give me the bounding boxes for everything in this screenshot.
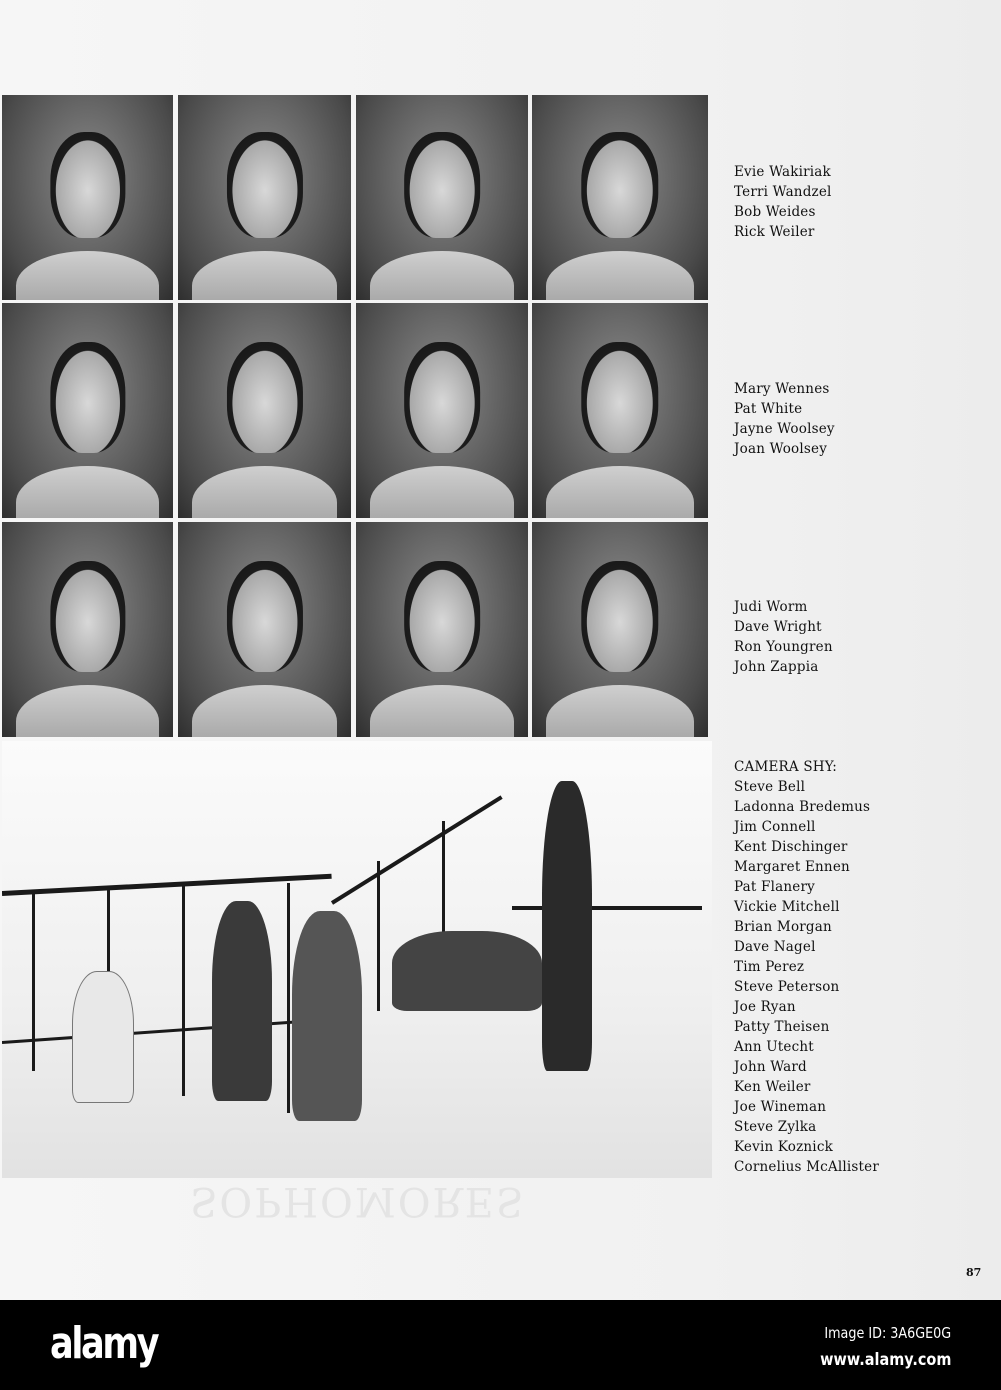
student-name: Rick Weiler: [734, 224, 815, 240]
student-portrait: [2, 95, 173, 300]
portrait-row-names: [734, 379, 835, 459]
student-name: Dave Wright: [734, 619, 822, 635]
stairwell-photo: [2, 741, 712, 1178]
student-portrait: [356, 95, 528, 300]
student-name: Ladonna Bredemus: [734, 799, 871, 815]
student-name: Ann Utecht: [734, 1039, 814, 1055]
camera-shy-list: [734, 757, 879, 1177]
student-portrait: [2, 303, 173, 518]
student-name: Joe Wineman: [734, 1099, 827, 1115]
image-id: Image ID: 3A6GE0G: [824, 1324, 951, 1342]
student-name: Mary Wennes: [734, 381, 830, 397]
student-name: Steve Zylka: [734, 1119, 817, 1135]
camera-shy-heading: CAMERA SHY:: [734, 759, 837, 775]
student-name: Vickie Mitchell: [734, 899, 840, 915]
student-name: Patty Theisen: [734, 1019, 830, 1035]
student-name: Evie Wakiriak: [734, 164, 831, 180]
portrait-row-names: [734, 597, 833, 677]
student-portrait: [356, 303, 528, 518]
student-name: Steve Peterson: [734, 979, 840, 995]
student-portrait: [2, 522, 173, 737]
student-portrait: [178, 522, 351, 737]
student-name: Pat Flanery: [734, 879, 815, 895]
watermark-url: www.alamy.com: [819, 1350, 951, 1370]
alamy-logo: alamy: [50, 1318, 158, 1369]
student-portrait: [532, 522, 708, 737]
portrait-row-names: [734, 162, 832, 242]
student-name: Pat White: [734, 401, 803, 417]
student-name: Bob Weides: [734, 204, 816, 220]
student-portrait: [178, 303, 351, 518]
student-name: Ron Youngren: [734, 639, 833, 655]
student-name: Joan Woolsey: [734, 441, 828, 457]
ghost-title: SOPHOMORES: [190, 1178, 526, 1224]
watermark-bar: [0, 1300, 1001, 1390]
student-name: Kevin Koznick: [734, 1139, 833, 1155]
student-name: Terri Wandzel: [734, 184, 832, 200]
student-portrait: [532, 95, 708, 300]
student-name: Jayne Woolsey: [734, 421, 835, 437]
student-name: Dave Nagel: [734, 939, 816, 955]
student-name: Judi Worm: [734, 599, 808, 615]
student-portrait: [178, 95, 351, 300]
student-name: Margaret Ennen: [734, 859, 850, 875]
student-name: Tim Perez: [734, 959, 805, 975]
student-name: Brian Morgan: [734, 919, 832, 935]
student-name: Cornelius McAllister: [734, 1159, 880, 1175]
page-number: 87: [966, 1266, 982, 1279]
student-name: John Ward: [734, 1059, 807, 1075]
student-portrait: [356, 522, 528, 737]
student-name: Kent Dischinger: [734, 839, 848, 855]
student-name: Ken Weiler: [734, 1079, 811, 1095]
student-name: Jim Connell: [734, 819, 816, 835]
student-name: Steve Bell: [734, 779, 806, 795]
student-name: John Zappia: [734, 659, 819, 675]
student-portrait: [532, 303, 708, 518]
student-name: Joe Ryan: [734, 999, 796, 1015]
